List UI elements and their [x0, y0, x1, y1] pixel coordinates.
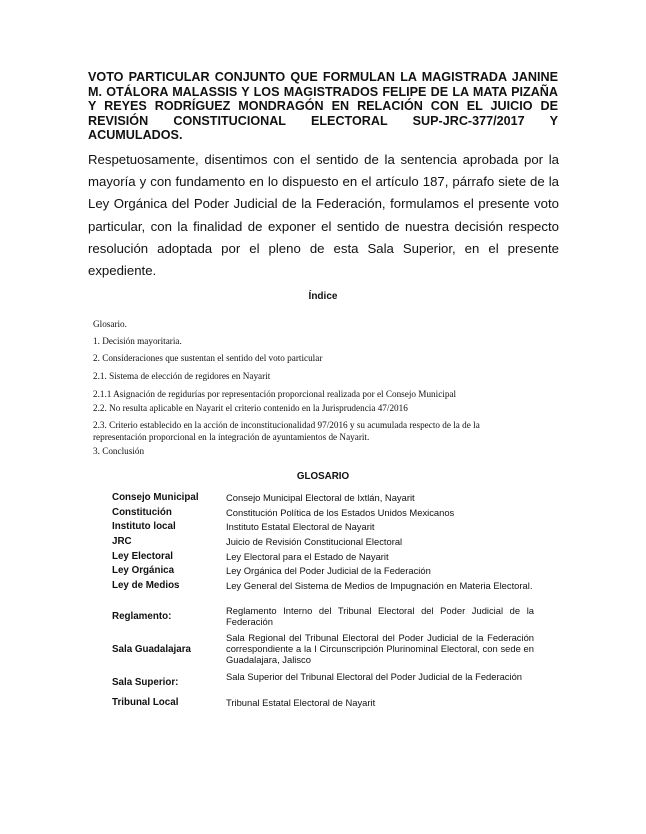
glossary-definition: Sala Superior del Tribunal Electoral del Poder Judicial de la Federación	[226, 671, 523, 682]
glossary-term: Ley Orgánica	[112, 565, 175, 576]
glossary-definition: Instituto Estatal Electoral de Nayarit	[226, 521, 375, 532]
glossary-term: Instituto local	[112, 521, 176, 532]
glossary-definition: Juicio de Revisión Constitucional Electoral	[226, 536, 403, 547]
glossary-term: Reglamento:	[112, 611, 172, 622]
glossary-term: JRC	[112, 536, 132, 547]
glossary-definition: Constitución Política de los Estados Unidos Mexicanos	[226, 507, 455, 518]
intro-paragraph: Respetuosamente, disentimos con el sentido de la sentencia aprobada por la mayoría y con fundamento en lo dispuesto en el artículo 187, párrafo siete de la Ley Orgánica del Poder Judicial de la Federación, formulamos el presente voto particular, con la finalidad de exponer el sentido de nuestra decisión respecto resolución adoptada por el pleno de esta Sala Superior, en el presente expediente.	[88, 152, 559, 279]
glossary-definition: Ley General del Sistema de Medios de Impugnación en Materia Electoral.	[226, 580, 533, 591]
glossary-definition: Ley Electoral para el Estado de Nayarit	[226, 551, 389, 562]
glossary-term: Ley de Medios	[112, 580, 180, 591]
glossary-term: Sala Guadalajara	[112, 644, 191, 655]
index-item: 2. Consideraciones que sustentan el sentido del voto particular	[93, 353, 323, 363]
glossary-definition: Reglamento Interno del Tribunal Electoral del Poder Judicial de la Federación	[226, 605, 534, 628]
index-item: Glosario.	[93, 319, 127, 329]
glossary-term: Tribunal Local	[112, 697, 179, 708]
glossary-definition: Ley Orgánica del Poder Judicial de la Federación	[226, 565, 431, 576]
index-item: 1. Decisión mayoritaria.	[93, 336, 182, 346]
glossary-definition: Consejo Municipal Electoral de Ixtlán, Nayarit	[226, 492, 415, 503]
index-item: 2.3. Criterio establecido en la acción de inconstitucionalidad 97/2016 y su acumulada respecto de la de la representación proporcional en la integración de ayuntamientos de Nayarit.	[93, 420, 480, 442]
index-item: 2.2. No resulta aplicable en Nayarit el criterio contenido en la Jurisprudencia 47/2016	[93, 403, 408, 413]
index-item: 2.1.1 Asignación de regidurías por representación proporcional realizada por el Consejo Municipal	[93, 389, 457, 399]
glossary-term: Ley Electoral	[112, 551, 173, 562]
glossary-definition: Tribunal Estatal Electoral de Nayarit	[226, 697, 376, 708]
glossary-definition: Sala Regional del Tribunal Electoral del Poder Judicial de la Federación correspondiente a la I Circunscripción Plurinominal Electoral, con sede en Guadalajara, Jalisco	[226, 632, 534, 666]
index-item: 3. Conclusión	[93, 446, 145, 456]
index-item: 2.1. Sistema de elección de regidores en Nayarit	[93, 371, 271, 381]
glossary-title: GLOSARIO	[296, 471, 350, 482]
index-title: Índice	[308, 291, 338, 302]
glossary-term: Constitución	[112, 507, 172, 518]
glossary-term: Sala Superior:	[112, 677, 179, 688]
glossary-term: Consejo Municipal	[112, 492, 199, 503]
document-heading: VOTO PARTICULAR CONJUNTO QUE FORMULAN LA MAGISTRADA JANINE M. OTÁLORA MALASSIS Y LOS MAGISTRADOS FELIPE DE LA MATA PIZAÑA Y REYES RODRÍGUEZ MONDRAGÓN EN RELACIÓN CON EL JUICIO DE REVISIÓN CONSTITUCIONAL ELECTORAL SUP-JRC-377/2017 Y ACUMULADOS.	[88, 70, 558, 143]
